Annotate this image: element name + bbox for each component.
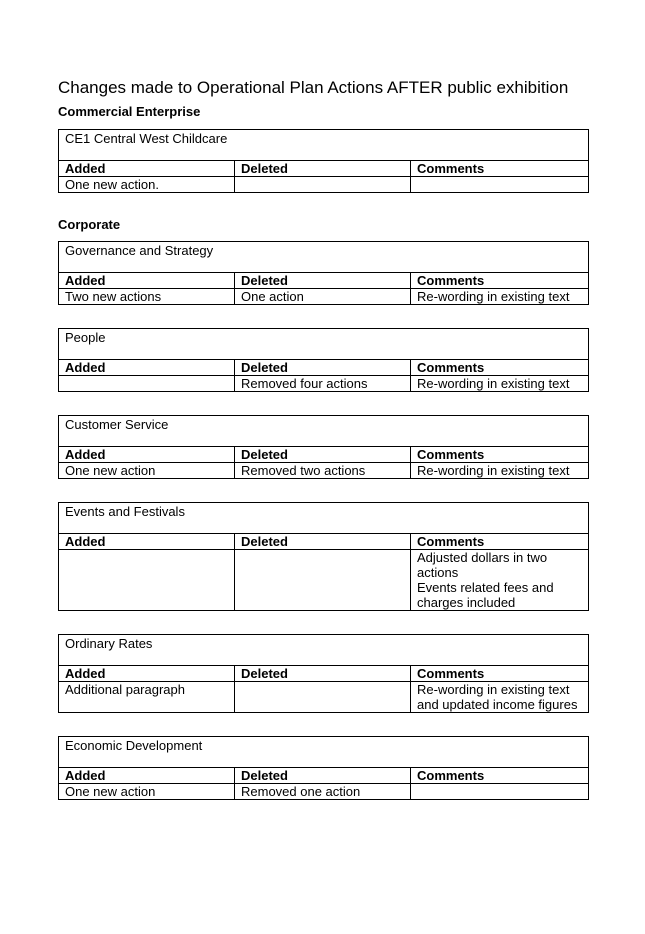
column-header-deleted: Deleted — [235, 768, 411, 784]
deleted-cell — [235, 177, 411, 193]
comments-cell: Re-wording in existing text — [411, 463, 589, 479]
table-header-row — [59, 666, 589, 682]
column-header-added: Added — [59, 534, 235, 550]
comments-cell — [411, 550, 589, 611]
table-row — [59, 463, 589, 479]
column-header-comments: Comments — [411, 447, 589, 463]
added-cell: Additional paragraph — [59, 682, 235, 713]
column-header-deleted: Deleted — [235, 666, 411, 682]
section-heading-corporate: Corporate — [58, 217, 121, 232]
table-customer-service — [58, 415, 589, 479]
comments-line: actions — [417, 565, 459, 580]
column-header-added: Added — [59, 273, 235, 289]
deleted-cell — [235, 682, 411, 713]
column-header-comments: Comments — [411, 534, 589, 550]
column-header-deleted: Deleted — [235, 447, 411, 463]
comments-cell: Re-wording in existing text — [411, 289, 589, 305]
column-header-added: Added — [59, 768, 235, 784]
table-title: Economic Development — [59, 737, 589, 768]
table-row — [59, 682, 589, 713]
column-header-deleted: Deleted — [235, 360, 411, 376]
table-header-row — [59, 447, 589, 463]
table-row — [59, 550, 589, 611]
added-cell — [59, 550, 235, 611]
deleted-cell: Removed four actions — [235, 376, 411, 392]
column-header-deleted: Deleted — [235, 534, 411, 550]
added-cell: Two new actions — [59, 289, 235, 305]
comments-line: Events related fees and — [417, 580, 554, 595]
table-title: Ordinary Rates — [59, 635, 589, 666]
table-title: Events and Festivals — [59, 503, 589, 534]
table-header-row — [59, 360, 589, 376]
deleted-cell: Removed two actions — [235, 463, 411, 479]
comments-line: Re-wording in existing text — [417, 682, 570, 697]
table-row — [59, 376, 589, 392]
table-header-row — [59, 161, 589, 177]
comments-cell — [411, 177, 589, 193]
added-cell: One new action — [59, 784, 235, 800]
column-header-comments: Comments — [411, 273, 589, 289]
table-row — [59, 177, 589, 193]
table-header-row — [59, 534, 589, 550]
section-heading-commercial-enterprise: Commercial Enterprise — [58, 104, 201, 119]
table-economic-development — [58, 736, 589, 800]
table-people — [58, 328, 589, 392]
table-title: Customer Service — [59, 416, 589, 447]
deleted-cell — [235, 550, 411, 611]
comments-cell — [411, 784, 589, 800]
column-header-deleted: Deleted — [235, 161, 411, 177]
column-header-added: Added — [59, 360, 235, 376]
added-cell — [59, 376, 235, 392]
table-ce1-central-west-childcare — [58, 129, 589, 193]
column-header-comments: Comments — [411, 161, 589, 177]
comments-cell — [411, 682, 589, 713]
column-header-comments: Comments — [411, 768, 589, 784]
table-header-row — [59, 273, 589, 289]
comments-line: and updated income figures — [417, 697, 578, 712]
table-title: CE1 Central West Childcare — [59, 130, 589, 161]
added-cell: One new action — [59, 463, 235, 479]
deleted-cell: One action — [235, 289, 411, 305]
column-header-added: Added — [59, 161, 235, 177]
column-header-deleted: Deleted — [235, 273, 411, 289]
column-header-comments: Comments — [411, 360, 589, 376]
comments-line: Adjusted dollars in two — [417, 550, 548, 565]
table-row — [59, 289, 589, 305]
page-title: Changes made to Operational Plan Actions AFTER public exhibition — [58, 78, 569, 97]
column-header-comments: Comments — [411, 666, 589, 682]
column-header-added: Added — [59, 666, 235, 682]
deleted-cell: Removed one action — [235, 784, 411, 800]
table-row — [59, 784, 589, 800]
comments-line: charges included — [417, 595, 516, 610]
column-header-added: Added — [59, 447, 235, 463]
table-title: People — [59, 329, 589, 360]
table-title: Governance and Strategy — [59, 242, 589, 273]
table-governance-and-strategy — [58, 241, 589, 305]
table-events-and-festivals — [58, 502, 589, 611]
comments-cell: Re-wording in existing text — [411, 376, 589, 392]
table-header-row — [59, 768, 589, 784]
added-cell: One new action. — [59, 177, 235, 193]
table-ordinary-rates — [58, 634, 589, 713]
